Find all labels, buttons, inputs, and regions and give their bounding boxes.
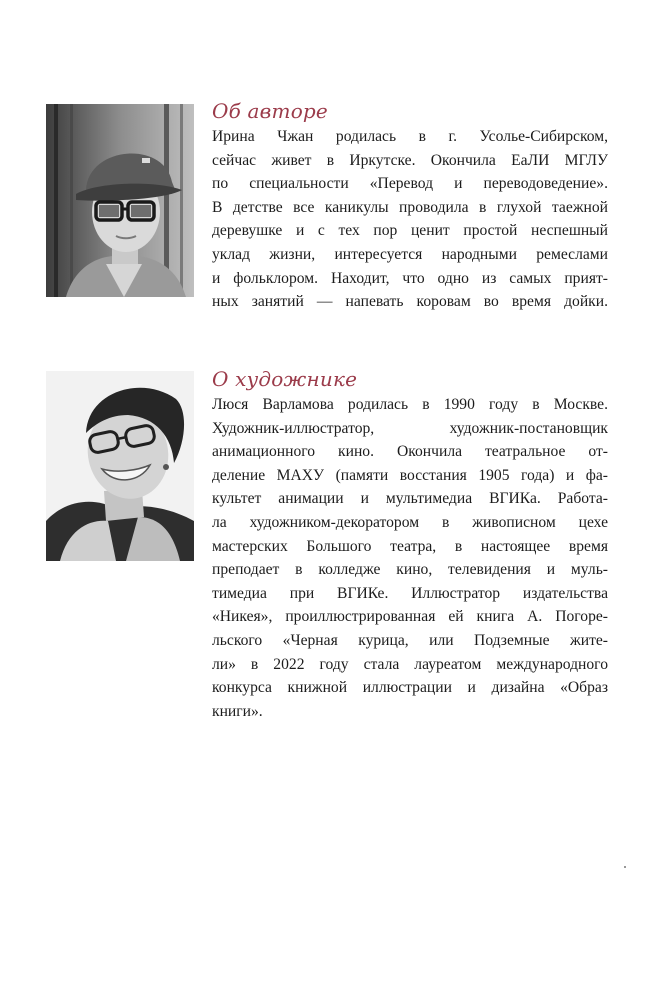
artist-bio-line: деление МАХУ (памяти восстания 1905 года) и фа- xyxy=(212,466,608,484)
author-heading: Об авторе xyxy=(212,99,328,123)
artist-bio-line: льского «Черная курица, или Подземные жите- xyxy=(212,631,608,649)
author-photo xyxy=(46,104,194,297)
artist-bio-line: Художник-иллюстратор, художник-постановщик xyxy=(212,419,608,437)
artist-bio-line: ли» в 2022 году стала лауреатом международного xyxy=(212,655,608,673)
artist-photo xyxy=(46,371,194,561)
author-bio-line: по специальности «Перевод и переводоведение». xyxy=(212,175,608,193)
artist-bio-line: «Никея», проиллюстрированная ей книга А. Погоре- xyxy=(212,608,608,626)
artist-section xyxy=(212,366,608,723)
author-bio-line: сейчас живет в Иркутске. Окончила ЕаЛИ МГЛУ xyxy=(212,151,608,169)
artist-bio-line: ла художником-декоратором в живописном цехе xyxy=(212,513,608,531)
artist-bio-line: Люся Варламова родилась в 1990 году в Москве. xyxy=(212,396,608,413)
author-bio-line: В детстве все каникулы проводила в глухой таежной xyxy=(212,198,608,216)
artist-bio-line: мастерских Большого театра, в настоящее время xyxy=(212,537,608,555)
author-bio-line: и фольклором. Находит, что одно из самых прият- xyxy=(212,269,608,287)
author-bio-line: деревушке и с тех пор ценит простой неспешный xyxy=(212,222,608,240)
author-bio-line: ных занятий — напевать коровам во время дойки. xyxy=(212,293,608,311)
artist-bio-line: анимационного кино. Окончила театральное от- xyxy=(212,443,608,461)
artist-bio-line: книги». xyxy=(212,702,263,720)
artist-bio-line: конкурса книжной иллюстрации и дизайна «Образ xyxy=(212,679,608,697)
artist-heading: О художнике xyxy=(212,367,358,391)
author-bio-line: уклад жизни, интересуется народными ремеслами xyxy=(212,245,608,263)
artist-bio-line: тимедиа при ВГИКе. Иллюстратор издательства xyxy=(212,584,608,602)
artist-bio-line: культет анимации и мультимедиа ВГИКа. Работа- xyxy=(212,490,608,508)
artist-bio-line: преподает в колледже кино, телевидения и муль- xyxy=(212,561,608,579)
page-speck xyxy=(624,866,626,868)
author-bio-line: Ирина Чжан родилась в г. Усолье-Сибирском, xyxy=(212,128,608,145)
author-section xyxy=(212,98,608,314)
